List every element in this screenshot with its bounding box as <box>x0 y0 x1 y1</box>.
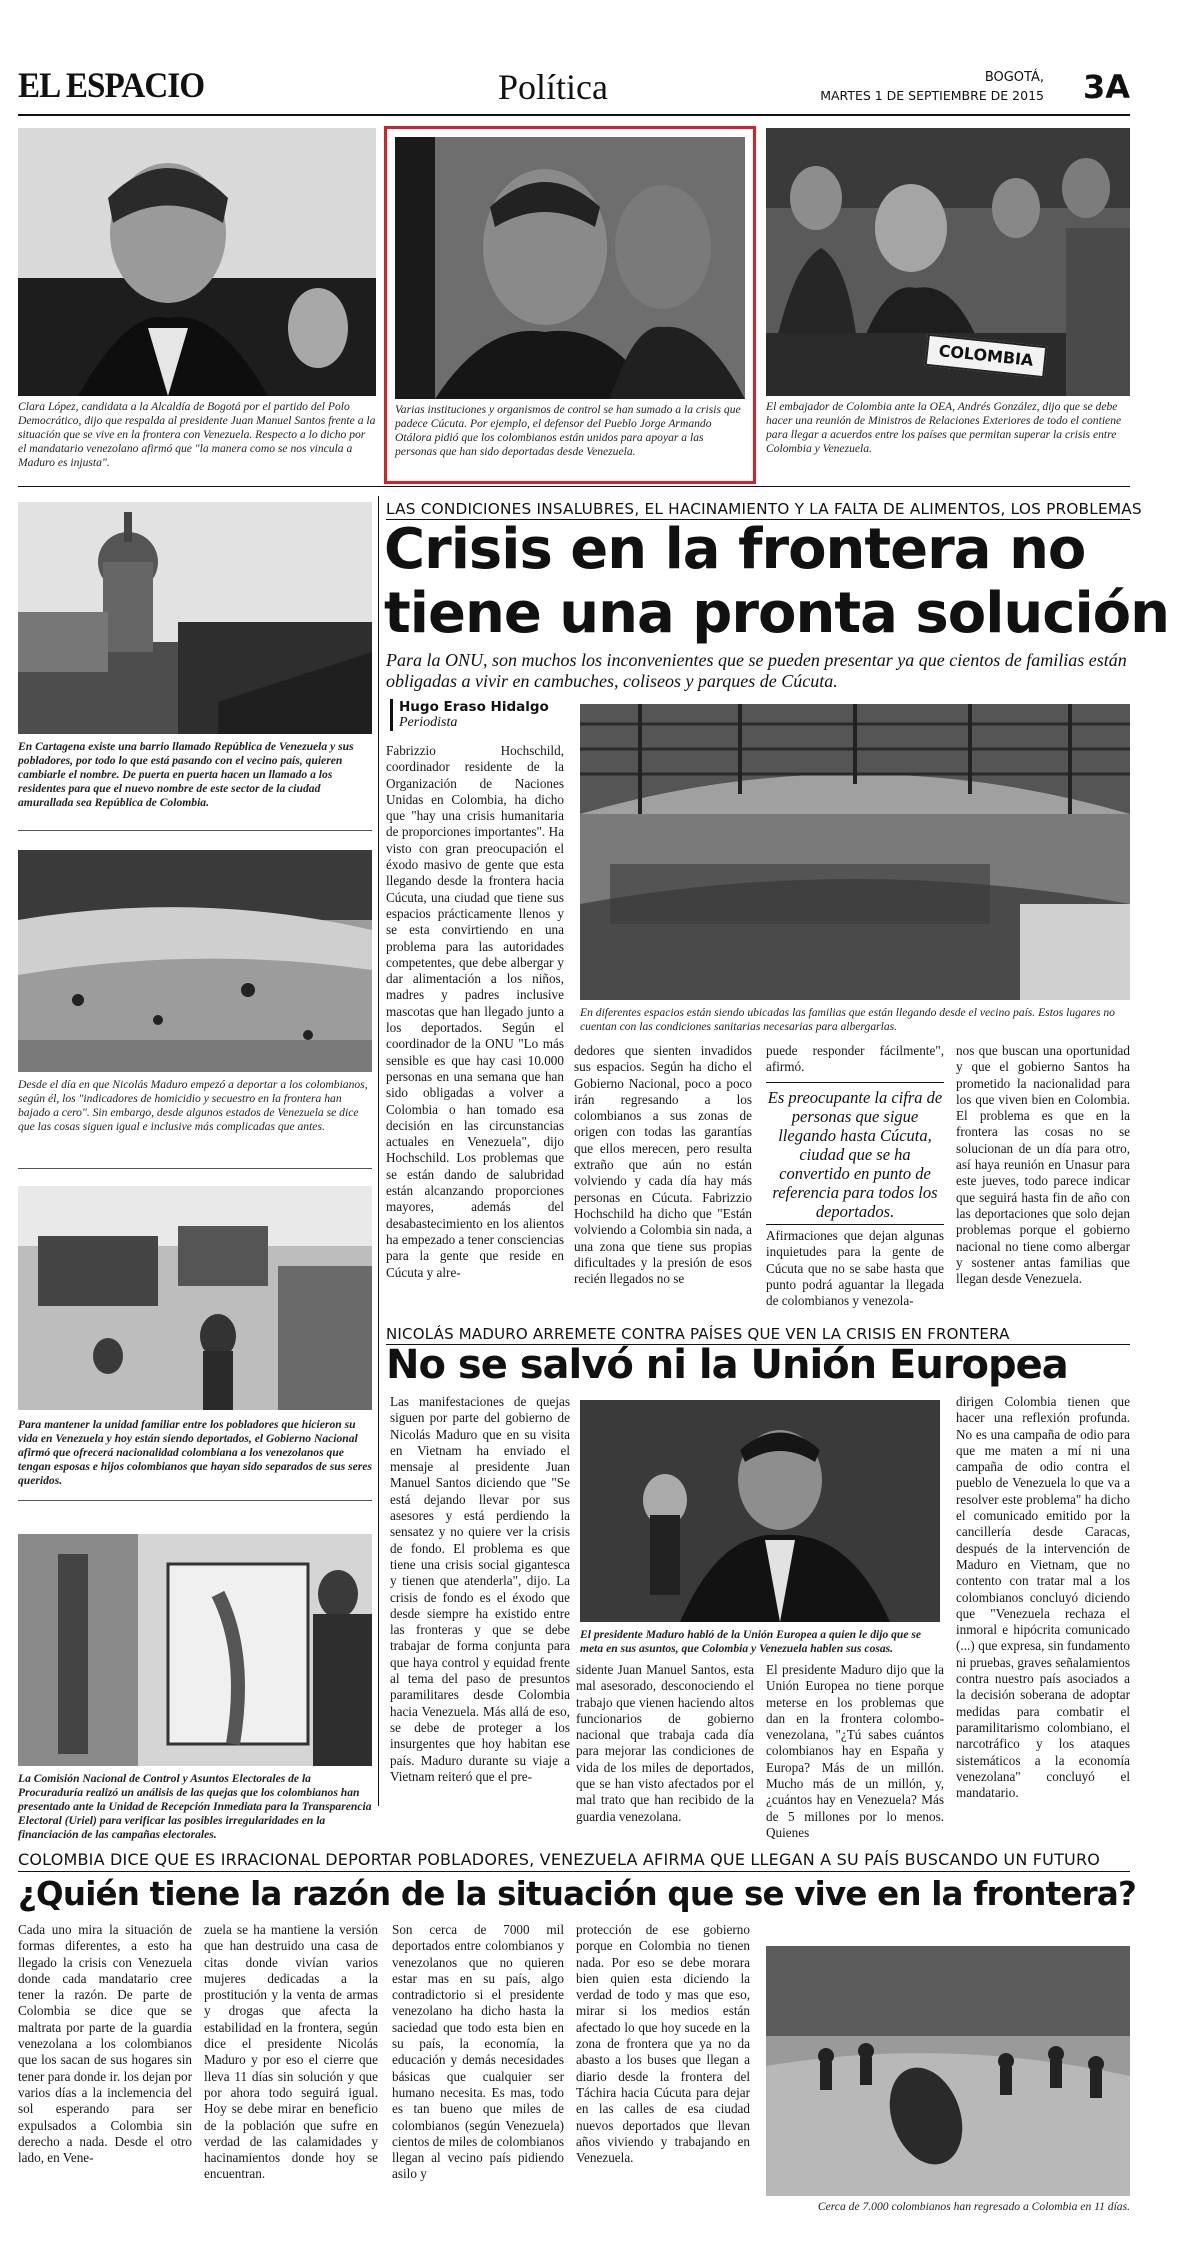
masthead-rule <box>18 114 1130 116</box>
caption-rule <box>18 1500 372 1501</box>
headline-line: Crisis en la frontera no <box>384 517 1086 582</box>
edition-city: BOGOTÁ, <box>984 70 1044 85</box>
photo-caption: Desde el día en que Nicolás Maduro empezó a deportar a los colombianos, según él, los "indicadores de homicidio y secuestro en la frontera han bajado a cero". Sin embargo, desde algunos estados de Venezuela se dice que las cosas siguen igual e inclusive más complicadas que antes. <box>18 1078 368 1133</box>
colombia-sign: COLOMBIA <box>925 334 1048 378</box>
page-number: 3A <box>1082 68 1130 106</box>
river-photo <box>18 850 372 1072</box>
article-column: dirigen Colombia tienen que hacer una reflexión profunda. No es una campaña de odio para que me maten a mí ni una campaña de odio contra el pueblo de Venezuela lo que va a resolver este problema" ha dicho el comunicado emitido por la cancillería desde Caracas, después de la intervención de Maduro en Vietnam, que no contento con tratar mal a los colombianos concluyó diciendo que "Venezuela rechaza el inmoral e hipócrita comunicado (...) que expresa, sin fundamento ni pruebas, graves señalamientos contra nuestro país asociados a la decisión soberana de adoptar medidas para combatir el paramilitarismo colombiano, el narcotráfico y los ataques sistemáticos a la economía venezolana" concluyó el mandatario. <box>956 1394 1130 1801</box>
article-headline: ¿Quién tiene la razón de la situación que se vive en la frontera? <box>18 1875 1137 1913</box>
photo-caption: La Comisión Nacional de Control y Asuntos Electorales de la Procuraduría realizó un análisis de las quejas que los colombianos han presentado ante la Unidad de Recepción Inmediata para la Transparencia Electoral (Uriel) para verificar las posibles irregularidades en la financiación de las campañas electorales. <box>18 1772 372 1841</box>
masthead <box>18 60 1130 112</box>
author-role: Periodista <box>399 715 458 730</box>
article-column: Fabrizzio Hochschild, coordinador residente de la Organización de Naciones Unidas en Colombia, ha dicho que "hay una crisis humanitaria de proporciones importantes". Ha visto con gran preocupación el éxodo masivo de gente que esta llegando desde la frontera hacia Cúcuta, una ciudad que tiene sus espacios prácticamente llenos y se esta convirtiendo en una problema para las autoridades competentes, que debe albergar y dar alimentación a los niños, madres y padres inclusive mascotas que han llegado junto a los deportados. Según el coordinador de la ONU "Lo más sensible es que hay casi 10.000 personas en una semana que han sido obligadas a volver a Colombia o han tomado esa decisión en las circunstancias actuales en Venezuela", dijo Hochschild. Los problemas que se están dando de salubridad están alcanzando proporciones mayores, además del desabastecimiento en los alientos ha empezado a tener consciencias para la gente que reside en Cúcuta y alre- <box>386 743 564 1280</box>
sidebar-divider <box>378 496 379 1806</box>
photo-caption: En diferentes espacios están siendo ubicadas las familias que están llegando desde el vecino país. Estos lugares no cuentan con las condiciones sanitarias necesarias para albergarlas. <box>580 1006 1115 1033</box>
article-column: Son cerca de 7000 mil deportados entre colombianos y venezolanos que no quieren estar mas en su país, algo contradictorio si el presidente venezolano ha dicho hasta la saciedad que todo esta bien en su país, la economía, la educación y demás necesidades básicas que cualquier ser humano necesita. Es mas, todo es tan bueno que miles de colombianos (según Venezuela) cientos de miles de colombianos llegan al vecino país pidiendo asilo y <box>392 1922 564 2182</box>
maduro-photo <box>580 1400 940 1622</box>
edition-date: MARTES 1 DE SEPTIEMBRE DE 2015 <box>820 88 1044 103</box>
newspaper-logo: EL ESPACIO <box>18 65 205 105</box>
river-crossing-photo <box>766 1946 1130 2196</box>
portrait-two-men-photo <box>384 126 756 484</box>
article-kicker: NICOLÁS MADURO ARREMETE CONTRA PAÍSES QUE VEN LA CRISIS EN FRONTERA <box>386 1325 1010 1343</box>
photo-caption: El presidente Maduro habló de la Unión Europea a quien le dijo que se meta en sus asuntos, que Colombia y Venezuela hablen sus cosas. <box>580 1628 922 1655</box>
kicker-rule <box>18 1871 1130 1872</box>
photo-caption: Para mantener la unidad familiar entre los pobladores que hicieron su vida en Venezuela y hoy están siendo deportados, el Gobierno Nacional afirmó que ofrecerá nacionalidad colombiana a los venezolanos que tengan esposas e hijos colombianos que hayan sido separados de sus seres queridos. <box>18 1418 372 1487</box>
section-title: Política <box>498 67 608 107</box>
photo-caption: El embajador de Colombia ante la OEA, Andrés González, dijo que se debe hacer una reunión de Ministros de Relaciones Exteriores de todo el contiene para llegar a acuerdos entre los países que permitan superar la crisis entre Colombia y Venezuela. <box>766 400 1122 455</box>
article-deck: Para la ONU, son muchos los inconvenientes que se pueden presentar ya que cientos de familias están obligadas a vivir en cambuches, coliseos y parques de Cúcuta. <box>386 650 1127 691</box>
article-column: zuela se ha mantiene la versión que han destruido una casa de citas donde vivían varios mujeres dedicadas a la prostitución y la venta de armas y drogas que afecta la estabilidad en la frontera, según dice el presidente Nicolás Maduro y por eso el cierre que lleva 11 días sin solución y que por ahora todo seguirá igual. Hoy se debe mirar en beneficio de la población que sufre en verdad de las calamidades y hacinamientos donde hoy se encuentran. <box>204 1922 378 2182</box>
author-name: Hugo Eraso Hidalgo <box>399 699 549 715</box>
article-column: Las manifestaciones de quejas siguen por parte del gobierno de Nicolás Maduro que en su visita en Vietnam ha enviado el mensaje al presidente Juan Manuel Santos diciendo que "Se está dejando llevar por sus asesores y está perdiendo la sensatez y no quiere ver la crisis de fondo. El problema es que tiene una crisis social gigantesca y tienen que atenderla", dijo. La crisis de fondo es el éxodo que desde siempre ha existido entre las fronteras y que se debe trabajar de forma conjunta para que haya control y equidad frente al tema del paso de presuntos paramilitares desde Colombia hacia Venezuela. Más allá de eso, se debe de proteger a los insurgentes que hoy habitan ese país. Maduro durante su viaje a Vietnam reiteró que el pre- <box>390 1394 570 1784</box>
article-column: puede responder fácilmente", afirmó. <box>766 1043 944 1075</box>
voting-booth-photo <box>18 1534 372 1766</box>
article-column: dedores que sienten invadidos sus espacios. Según ha dicho el Gobierno Nacional, poco a poco irán regresando a los colombianos a sus zonas de origen con todas las garantías que ellos merecen, pero resulta extraño que aún no están volviendo y cada día hay más personas en Cúcuta. Fabrizzio Hochschild ha dicho que "Están volviendo a Colombia sin nada, a una zona que tiene sus propias dificultades y la presión de esos recién llegados no se <box>574 1043 752 1287</box>
section-rule <box>18 486 1130 487</box>
article-column: protección de ese gobierno porque en Colombia no tienen nada. Por eso se debe morara bien quien esta diciendo la verdad de todo y mas que eso, mirar si los medios están afectado lo que hoy sucede en la zona de frontera que ya no da abasto a los buses que llegan a diario desde la frontera del Táchira hacia Cúcuta para dejar en las calles de esa ciudad nuevos deportados que llevan años viviendo y trabajando en Venezuela. <box>576 1922 750 2166</box>
headline-line: tiene una pronta solución <box>384 581 1170 646</box>
caption-rule <box>18 1168 372 1169</box>
cartagena-photo <box>18 502 372 734</box>
article-column: nos que buscan una oportunidad y que el gobierno Santos ha prometido la nacionalidad para los que viven bien en Colombia. El problema es que en la frontera las cosas no se solucionan de un día para otro, así haya reunión en Unasur para este jueves, todo parece indicar que seguirá hasta fin de año con las deportaciones que solo dejan problemas porque el gobierno nacional no tiene como albergar y sostener antas familias que llegan desde Venezuela. <box>956 1043 1130 1287</box>
portrait-woman-photo <box>18 128 376 396</box>
article-column: Afirmaciones que dejan algunas inquietudes para la gente de Cúcuta que no se sabe hasta que punto podrá aguantar la llegada de colombianos y venezola- <box>766 1228 944 1309</box>
shelter-coliseum-photo <box>580 704 1130 1000</box>
photo-caption: Varias instituciones y organismos de control se han sumado a la crisis que padece Cúcuta. Por ejemplo, el defensor del Pueblo Jorge Armando Otálora pidió que los colombianos están unidos para apoyar a las personas que han sido deportadas desde Venezuela. <box>395 403 741 458</box>
article-column: Cada uno mira la situación de formas diferentes, a esto ha llegado la crisis con Venezuela donde cada mandatario cree tener la razón. De parte de Colombia se dice que se maltrata por parte de la guardia venezolana a los colombianos que los sacan de sus hogares sin tener para donde ir. los dejan por varios días a la inclemencia del sol esperando para ser expulsados a Colombia sin derecho a nada. Desde el otro lado, en Vene- <box>18 1922 192 2166</box>
pull-quote: Es preocupante la cifra de personas que sigue llegando hasta Cúcuta, ciudad que se ha convertido en punto de referencia para todos los deportados. <box>767 1088 943 1221</box>
caption-rule <box>18 830 372 831</box>
article-kicker: COLOMBIA DICE QUE ES IRRACIONAL DEPORTAR POBLADORES, VENEZUELA AFIRMA QUE LLEGAN A SU PAÍS BUSCANDO UN FUTURO <box>18 1850 1101 1869</box>
byline <box>390 699 549 731</box>
quote-rule <box>766 1224 944 1225</box>
article-column: sidente Juan Manuel Santos, esta mal asesorado, desconociendo el trabajo que vienen haciendo altos funcionarios de gobierno nacional que trabaja cada día para mejorar las condiciones de vida de los miles de deportados, que se han visto afectados por el mal trato que han recibido de la guardia venezolana. <box>576 1662 754 1824</box>
article-column: El presidente Maduro dijo que la Unión Europea no tiene porque meterse en los problemas que dan en la frontera colombo-venezolana, "¿Tú sabes cuántos colombianos hay en España y Europa? Más de un millón. Mucho más de un millón, y, ¿cuántos hay en Venezuela? Más de 5 millones por lo menos. Quienes <box>766 1662 944 1840</box>
quote-rule <box>766 1082 944 1083</box>
article-headline: No se salvó ni la Unión Europea <box>386 1342 1068 1388</box>
photo-caption: Clara López, candidata a la Alcaldía de Bogotá por el partido del Polo Democrático, dijo que respalda al presidente Juan Manuel Santos frente a la situación que se vive en la frontera con Venezuela. Respecto a lo dicho por el mandatario venezolano afirmó que "la manera como se nos vincula a Maduro es injusta". <box>18 400 376 469</box>
families-photo <box>18 1186 372 1410</box>
oea-meeting-photo <box>766 128 1130 396</box>
article-kicker: LAS CONDICIONES INSALUBRES, EL HACINAMIENTO Y LA FALTA DE ALIMENTOS, LOS PROBLEMAS <box>386 500 1142 518</box>
photo-caption: Cerca de 7.000 colombianos han regresado a Colombia en 11 días. <box>817 2200 1130 2213</box>
photo-caption: En Cartagena existe una barrio llamado República de Venezuela y sus pobladores, por todo lo que está pasando con el vecino país, quieren cambiarle el nombre. De puerta en puerta hacen un llamado a los residentes para que el nuevo nombre de este sector de la ciudad amurallada sea República de Colombia. <box>18 740 354 809</box>
article-headline <box>384 518 1169 646</box>
